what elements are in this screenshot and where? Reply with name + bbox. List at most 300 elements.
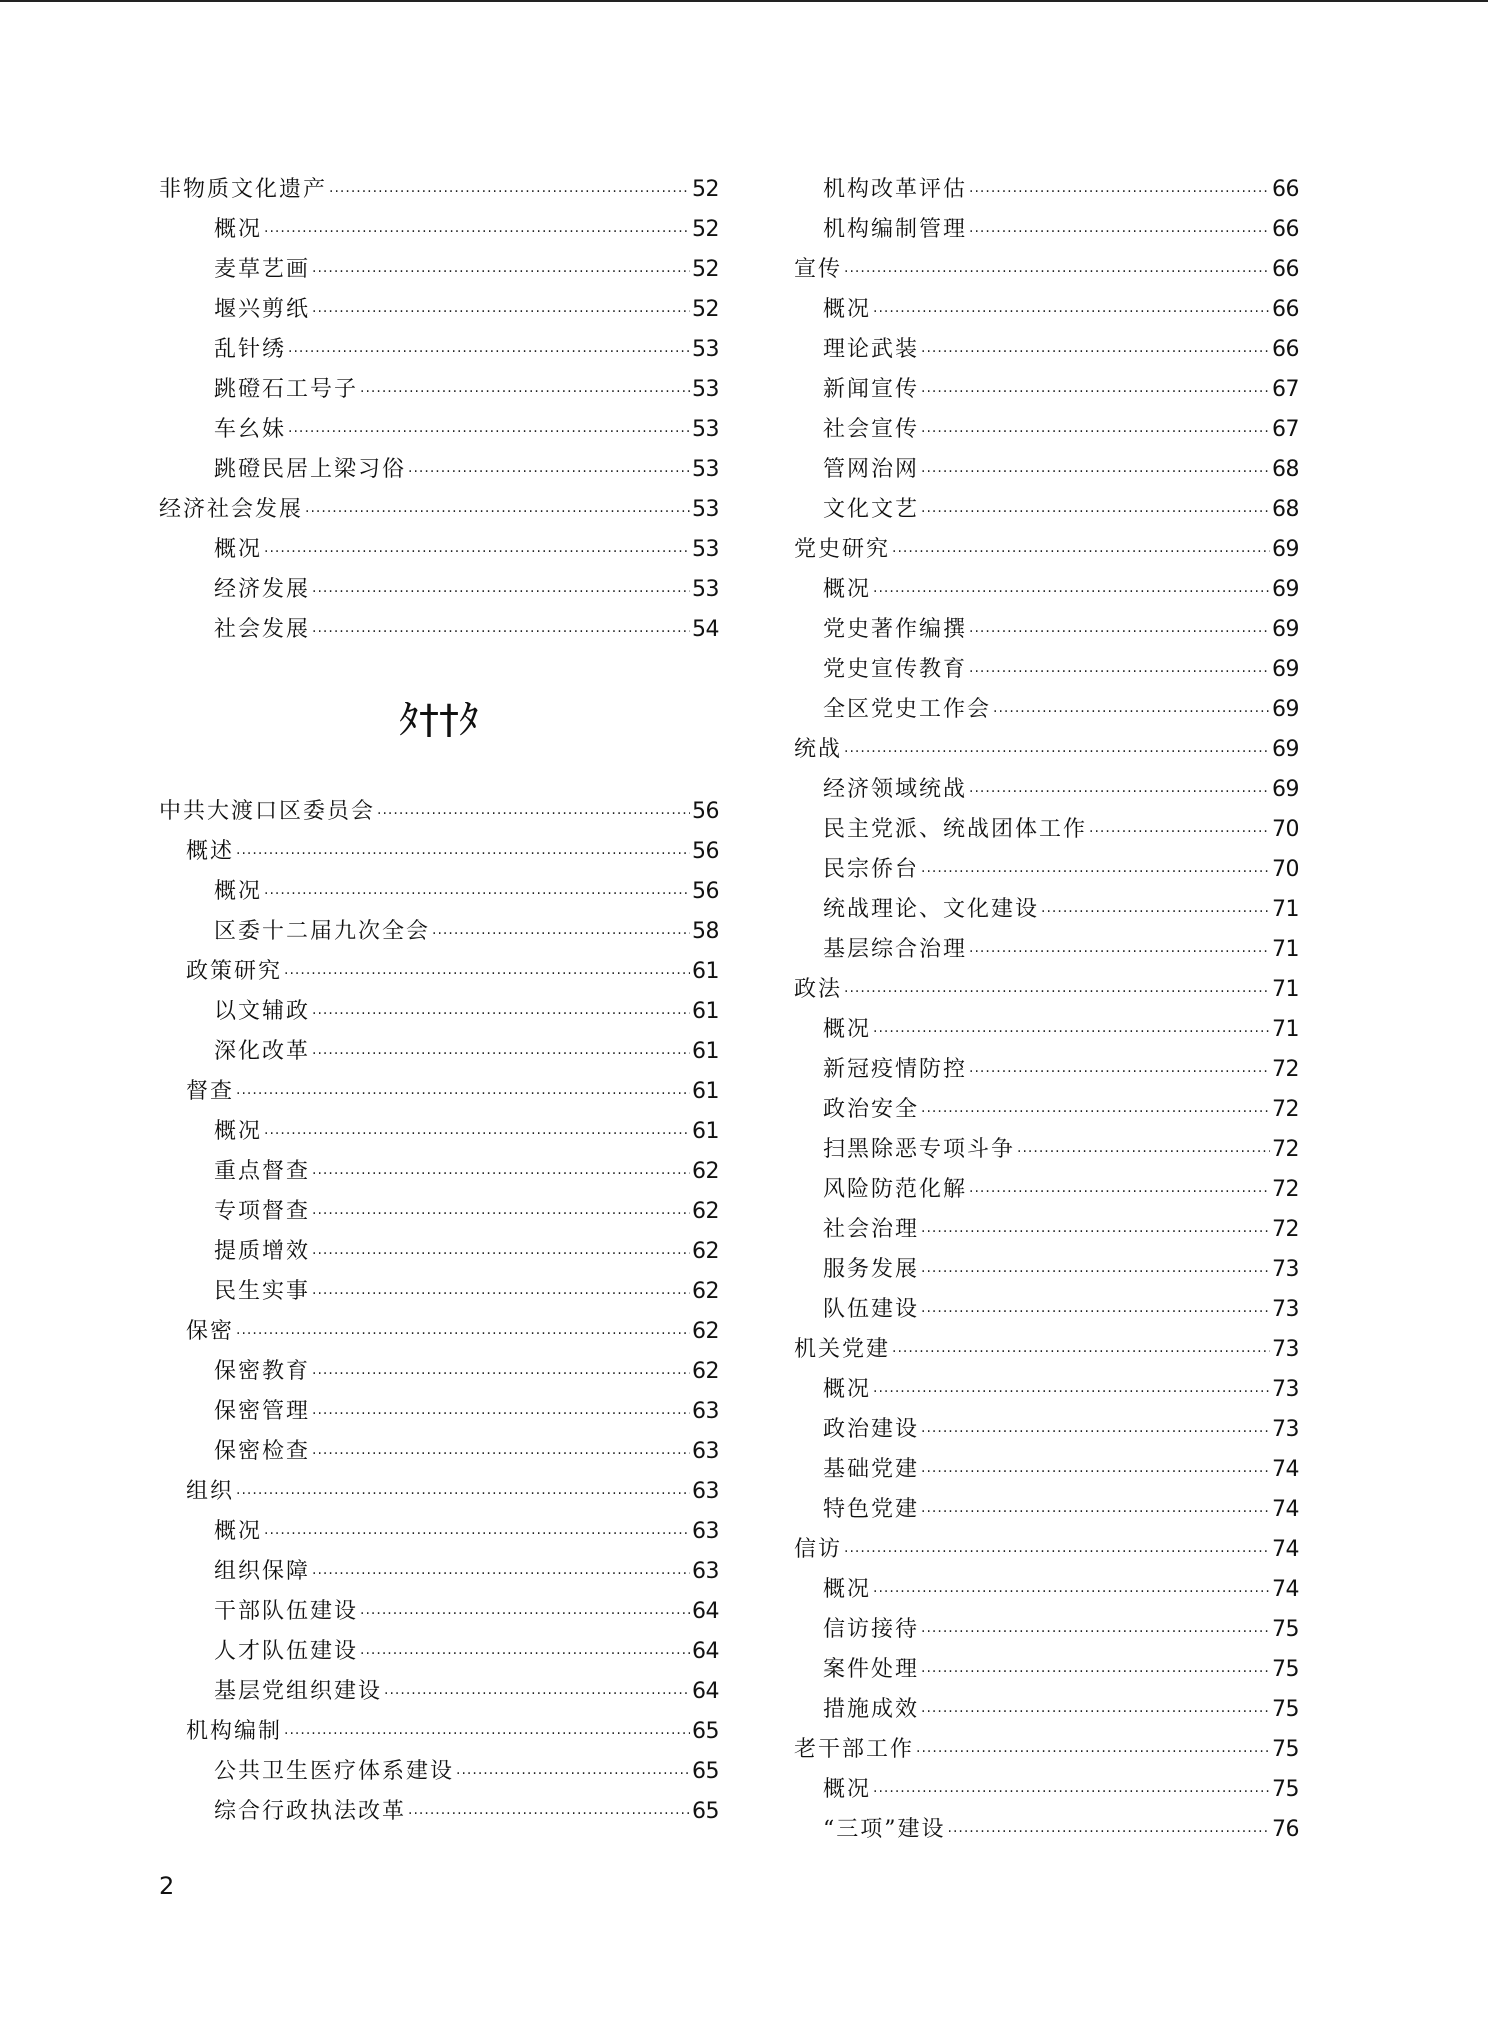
toc-entry-label: 堰兴剪纸: [214, 297, 311, 322]
toc-entry: [794, 1370, 1299, 1410]
toc-entry: [159, 1272, 719, 1312]
toc-entry-page: 70: [1272, 857, 1299, 882]
toc-entry-label: 社会宣传: [823, 417, 920, 442]
dot-leader: [312, 260, 690, 290]
toc-entry-page: 72: [1272, 1097, 1299, 1122]
dot-leader: [408, 460, 690, 490]
toc-entry-label: 综合行政执法改革: [214, 1799, 407, 1824]
toc-entry: [159, 570, 719, 610]
toc-entry-label: 经济发展: [214, 577, 311, 602]
toc-entry-label: 概况: [823, 1577, 872, 1602]
toc-entry-page: 53: [692, 577, 719, 602]
toc-entry-label: 组织: [186, 1479, 235, 1504]
toc-entry-page: 61: [692, 999, 719, 1024]
toc-left-top-column: [159, 170, 719, 650]
dot-leader: [969, 620, 1270, 650]
dot-leader: [921, 1220, 1270, 1250]
section-heading: ﾀ††ﾀ: [399, 697, 479, 743]
dot-leader: [921, 1500, 1270, 1530]
dot-leader: [1041, 900, 1270, 930]
toc-entry-page: 56: [692, 839, 719, 864]
dot-leader: [921, 1300, 1270, 1330]
dot-leader: [921, 1700, 1270, 1730]
toc-entry: [794, 1170, 1299, 1210]
dot-leader: [312, 580, 690, 610]
toc-entry-label: 社会治理: [823, 1217, 920, 1242]
toc-entry: [794, 1210, 1299, 1250]
dot-leader: [284, 962, 690, 992]
toc-entry-label: 老干部工作: [794, 1737, 915, 1762]
toc-entry: [794, 730, 1299, 770]
top-rule: [0, 0, 1488, 2]
toc-entry: [159, 1512, 719, 1552]
toc-entry: [794, 650, 1299, 690]
toc-entry: [159, 1192, 719, 1232]
toc-entry-label: 全区党史工作会: [823, 697, 992, 722]
toc-entry: [794, 850, 1299, 890]
toc-entry-page: 69: [1272, 777, 1299, 802]
dot-leader: [844, 980, 1270, 1010]
toc-entry: [794, 690, 1299, 730]
dot-leader: [305, 500, 690, 530]
dot-leader: [921, 380, 1270, 410]
toc-entry-page: 52: [692, 177, 719, 202]
dot-leader: [993, 700, 1270, 730]
toc-entry: [159, 992, 719, 1032]
toc-entry-label: 以文辅政: [214, 999, 311, 1024]
dot-leader: [264, 1122, 690, 1152]
dot-leader: [921, 500, 1270, 530]
toc-entry-page: 75: [1272, 1657, 1299, 1682]
toc-entry-page: 75: [1272, 1697, 1299, 1722]
toc-entry: [794, 1290, 1299, 1330]
toc-entry: [794, 1610, 1299, 1650]
toc-entry-label: 民主党派、统战团体工作: [823, 817, 1088, 842]
toc-entry-label: 新闻宣传: [823, 377, 920, 402]
toc-entry-label: 政策研究: [186, 959, 283, 984]
toc-entry-label: 跳磴石工号子: [214, 377, 359, 402]
toc-entry-label: 机关党建: [794, 1337, 891, 1362]
toc-entry-page: 61: [692, 1079, 719, 1104]
toc-entry-page: 64: [692, 1599, 719, 1624]
toc-entry-label: 统战: [794, 737, 843, 762]
toc-entry-page: 53: [692, 497, 719, 522]
toc-entry-label: 概况: [214, 879, 263, 904]
toc-entry-page: 52: [692, 217, 719, 242]
toc-entry-page: 74: [1272, 1497, 1299, 1522]
toc-entry: [159, 210, 719, 250]
dot-leader: [873, 1580, 1270, 1610]
toc-entry-page: 73: [1272, 1257, 1299, 1282]
dot-leader: [408, 1802, 690, 1832]
toc-entry-label: 车幺妹: [214, 417, 287, 442]
toc-entry: [159, 170, 719, 210]
toc-entry: [794, 810, 1299, 850]
dot-leader: [892, 1340, 1270, 1370]
toc-entry-page: 65: [692, 1759, 719, 1784]
toc-entry-label: 概况: [823, 577, 872, 602]
toc-entry-label: 风险防范化解: [823, 1177, 968, 1202]
toc-entry-label: 概况: [823, 1377, 872, 1402]
dot-leader: [288, 420, 690, 450]
dot-leader: [312, 620, 690, 650]
toc-entry: [794, 1650, 1299, 1690]
toc-entry-page: 53: [692, 457, 719, 482]
dot-leader: [312, 1562, 690, 1592]
toc-entry-label: 概况: [214, 537, 263, 562]
toc-entry: [159, 912, 719, 952]
toc-entry-page: 74: [1272, 1457, 1299, 1482]
toc-entry-label: 保密: [186, 1319, 235, 1344]
toc-entry: [794, 1090, 1299, 1130]
toc-entry-page: 75: [1272, 1777, 1299, 1802]
toc-entry-label: 社会发展: [214, 617, 311, 642]
dot-leader: [312, 1162, 690, 1192]
dot-leader: [312, 1282, 690, 1312]
toc-entry: [794, 970, 1299, 1010]
dot-leader: [1089, 820, 1270, 850]
dot-leader: [844, 260, 1270, 290]
toc-entry-label: 区委十二届九次全会: [214, 919, 431, 944]
dot-leader: [969, 180, 1270, 210]
toc-entry-page: 62: [692, 1279, 719, 1304]
dot-leader: [921, 1420, 1270, 1450]
toc-entry-label: 保密管理: [214, 1399, 311, 1424]
dot-leader: [844, 740, 1270, 770]
toc-entry-label: 管网治网: [823, 457, 920, 482]
toc-entry-label: 民生实事: [214, 1279, 311, 1304]
toc-entry-page: 76: [1272, 1817, 1299, 1842]
toc-entry-label: 服务发展: [823, 1257, 920, 1282]
dot-leader: [360, 1642, 690, 1672]
dot-leader: [969, 660, 1270, 690]
dot-leader: [948, 1820, 1271, 1850]
toc-entry-label: 基层综合治理: [823, 937, 968, 962]
toc-entry-page: 68: [1272, 457, 1299, 482]
toc-entry-page: 69: [1272, 737, 1299, 762]
toc-entry-page: 62: [692, 1359, 719, 1384]
toc-entry: [794, 1530, 1299, 1570]
toc-entry-label: 概况: [214, 217, 263, 242]
toc-entry: [794, 1250, 1299, 1290]
dot-leader: [360, 380, 690, 410]
toc-entry-label: 概述: [186, 839, 235, 864]
toc-entry-label: 政法: [794, 977, 843, 1002]
toc-entry-page: 63: [692, 1399, 719, 1424]
dot-leader: [384, 1682, 690, 1712]
toc-entry: [794, 610, 1299, 650]
toc-entry-label: 概况: [823, 1017, 872, 1042]
dot-leader: [916, 1740, 1270, 1770]
toc-entry: [159, 792, 719, 832]
dot-leader: [312, 1362, 690, 1392]
toc-entry: [794, 570, 1299, 610]
toc-entry: [159, 1432, 719, 1472]
toc-entry: [159, 330, 719, 370]
toc-entry-label: 非物质文化遗产: [159, 177, 328, 202]
dot-leader: [844, 1540, 1270, 1570]
toc-entry: [794, 1050, 1299, 1090]
toc-entry-label: 统战理论、文化建设: [823, 897, 1040, 922]
dot-leader: [284, 1722, 690, 1752]
toc-entry-page: 63: [692, 1559, 719, 1584]
toc-entry: [159, 610, 719, 650]
dot-leader: [312, 1002, 690, 1032]
toc-entry: [159, 1392, 719, 1432]
dot-leader: [264, 220, 690, 250]
toc-entry: [794, 1130, 1299, 1170]
toc-entry: [794, 250, 1299, 290]
dot-leader: [236, 1082, 690, 1112]
toc-entry-page: 66: [1272, 257, 1299, 282]
toc-entry-label: 文化文艺: [823, 497, 920, 522]
dot-leader: [921, 1100, 1270, 1130]
dot-leader: [312, 1202, 690, 1232]
toc-entry-page: 64: [692, 1679, 719, 1704]
toc-entry: [159, 1552, 719, 1592]
toc-entry-label: 干部队伍建设: [214, 1599, 359, 1624]
dot-leader: [921, 860, 1270, 890]
toc-entry-label: 特色党建: [823, 1497, 920, 1522]
toc-entry-label: 概况: [823, 297, 872, 322]
toc-entry-page: 52: [692, 257, 719, 282]
dot-leader: [236, 842, 690, 872]
toc-entry-page: 58: [692, 919, 719, 944]
toc-entry: [794, 1450, 1299, 1490]
dot-leader: [921, 1660, 1270, 1690]
dot-leader: [921, 1260, 1270, 1290]
toc-entry-label: 经济领域统战: [823, 777, 968, 802]
toc-entry: [159, 1352, 719, 1392]
toc-entry-page: 53: [692, 337, 719, 362]
dot-leader: [921, 1620, 1270, 1650]
dot-leader: [264, 1522, 690, 1552]
toc-entry: [159, 1152, 719, 1192]
toc-entry-page: 69: [1272, 577, 1299, 602]
dot-leader: [969, 220, 1270, 250]
toc-entry: [159, 832, 719, 872]
dot-leader: [921, 340, 1270, 370]
toc-entry-label: 新冠疫情防控: [823, 1057, 968, 1082]
toc-entry-page: 62: [692, 1159, 719, 1184]
toc-entry-page: 63: [692, 1439, 719, 1464]
toc-entry-label: 经济社会发展: [159, 497, 304, 522]
dot-leader: [432, 922, 690, 952]
toc-entry: [794, 890, 1299, 930]
toc-entry: [794, 330, 1299, 370]
toc-entry-page: 66: [1272, 337, 1299, 362]
toc-entry-label: 机构改革评估: [823, 177, 968, 202]
toc-entry-page: 63: [692, 1479, 719, 1504]
toc-entry-page: 56: [692, 879, 719, 904]
toc-entry-page: 71: [1272, 1017, 1299, 1042]
toc-entry-page: 62: [692, 1239, 719, 1264]
toc-entry: [159, 872, 719, 912]
toc-entry-page: 69: [1272, 657, 1299, 682]
toc-entry-label: 机构编制: [186, 1719, 283, 1744]
toc-entry-label: 督查: [186, 1079, 235, 1104]
dot-leader: [312, 1042, 690, 1072]
toc-entry: [159, 250, 719, 290]
toc-entry-label: 信访: [794, 1537, 843, 1562]
toc-entry: [794, 1770, 1299, 1810]
dot-leader: [456, 1762, 690, 1792]
toc-entry-page: 75: [1272, 1737, 1299, 1762]
toc-entry: [794, 450, 1299, 490]
toc-entry-label: 保密教育: [214, 1359, 311, 1384]
dot-leader: [969, 940, 1270, 970]
toc-entry-label: 党史研究: [794, 537, 891, 562]
toc-entry: [159, 1712, 719, 1752]
toc-entry-page: 69: [1272, 617, 1299, 642]
toc-entry: [159, 1232, 719, 1272]
toc-entry: [159, 1072, 719, 1112]
toc-entry-page: 66: [1272, 297, 1299, 322]
toc-entry: [794, 1490, 1299, 1530]
dot-leader: [288, 340, 690, 370]
dot-leader: [312, 1242, 690, 1272]
toc-entry-page: 66: [1272, 217, 1299, 242]
toc-entry-label: 公共卫生医疗体系建设: [214, 1759, 455, 1784]
toc-entry-page: 73: [1272, 1417, 1299, 1442]
toc-entry-page: 66: [1272, 177, 1299, 202]
toc-entry: [159, 410, 719, 450]
toc-entry: [794, 1330, 1299, 1370]
toc-entry: [159, 1672, 719, 1712]
dot-leader: [969, 780, 1270, 810]
toc-entry-page: 53: [692, 417, 719, 442]
toc-entry: [794, 210, 1299, 250]
dot-leader: [236, 1322, 690, 1352]
toc-left-bottom-column: [159, 792, 719, 1832]
toc-entry: [159, 450, 719, 490]
toc-entry: [794, 1810, 1299, 1850]
toc-entry: [159, 1312, 719, 1352]
toc-entry-label: 宣传: [794, 257, 843, 282]
toc-entry-page: 67: [1272, 417, 1299, 442]
dot-leader: [921, 1460, 1270, 1490]
toc-entry-label: 信访接待: [823, 1617, 920, 1642]
toc-entry: [159, 490, 719, 530]
toc-entry-page: 72: [1272, 1137, 1299, 1162]
dot-leader: [360, 1602, 690, 1632]
toc-entry-label: 专项督查: [214, 1199, 311, 1224]
toc-entry: [159, 1792, 719, 1832]
toc-entry-page: 75: [1272, 1617, 1299, 1642]
toc-entry-page: 62: [692, 1319, 719, 1344]
dot-leader: [873, 580, 1270, 610]
dot-leader: [312, 1442, 690, 1472]
toc-entry: [159, 952, 719, 992]
toc-entry: [159, 1472, 719, 1512]
toc-entry-page: 72: [1272, 1217, 1299, 1242]
toc-entry-page: 71: [1272, 897, 1299, 922]
toc-entry: [159, 370, 719, 410]
toc-entry-page: 65: [692, 1719, 719, 1744]
dot-leader: [377, 802, 690, 832]
toc-entry: [794, 1570, 1299, 1610]
dot-leader: [312, 1402, 690, 1432]
toc-entry: [794, 530, 1299, 570]
toc-entry-page: 53: [692, 537, 719, 562]
toc-entry-page: 52: [692, 297, 719, 322]
toc-entry-label: 政治安全: [823, 1097, 920, 1122]
toc-entry: [794, 490, 1299, 530]
toc-entry-label: 措施成效: [823, 1697, 920, 1722]
toc-entry: [794, 770, 1299, 810]
toc-entry-page: 62: [692, 1199, 719, 1224]
toc-entry-page: 71: [1272, 937, 1299, 962]
dot-leader: [873, 1780, 1270, 1810]
toc-entry-label: 提质增效: [214, 1239, 311, 1264]
toc-entry-label: 组织保障: [214, 1559, 311, 1584]
dot-leader: [921, 460, 1270, 490]
toc-entry-label: 民宗侨台: [823, 857, 920, 882]
toc-entry-page: 64: [692, 1639, 719, 1664]
dot-leader: [921, 420, 1270, 450]
toc-entry-page: 74: [1272, 1537, 1299, 1562]
toc-entry-label: 麦草艺画: [214, 257, 311, 282]
dot-leader: [873, 1020, 1270, 1050]
toc-entry-label: 基础党建: [823, 1457, 920, 1482]
toc-entry: [794, 290, 1299, 330]
toc-entry-page: 69: [1272, 537, 1299, 562]
toc-entry-label: 基层党组织建设: [214, 1679, 383, 1704]
toc-entry-label: 理论武装: [823, 337, 920, 362]
toc-entry-page: 73: [1272, 1337, 1299, 1362]
toc-entry-label: 概况: [214, 1519, 263, 1544]
toc-entry-label: “三项”建设: [823, 1817, 946, 1842]
toc-entry-label: 政治建设: [823, 1417, 920, 1442]
dot-leader: [329, 180, 690, 210]
dot-leader: [264, 540, 690, 570]
dot-leader: [969, 1180, 1270, 1210]
toc-entry-label: 保密检查: [214, 1439, 311, 1464]
toc-entry-page: 72: [1272, 1177, 1299, 1202]
toc-entry-page: 65: [692, 1799, 719, 1824]
toc-entry-page: 63: [692, 1519, 719, 1544]
dot-leader: [236, 1482, 690, 1512]
toc-entry: [794, 1690, 1299, 1730]
toc-entry-page: 53: [692, 377, 719, 402]
dot-leader: [873, 1380, 1270, 1410]
toc-entry-label: 乱针绣: [214, 337, 287, 362]
toc-entry-page: 72: [1272, 1057, 1299, 1082]
dot-leader: [873, 300, 1270, 330]
toc-entry: [794, 410, 1299, 450]
dot-leader: [892, 540, 1270, 570]
toc-entry-page: 67: [1272, 377, 1299, 402]
toc-entry-page: 68: [1272, 497, 1299, 522]
toc-entry: [159, 1632, 719, 1672]
toc-entry: [794, 1410, 1299, 1450]
toc-entry: [159, 1752, 719, 1792]
page-number: 2: [159, 1872, 175, 1900]
toc-entry-page: 71: [1272, 977, 1299, 1002]
toc-entry: [159, 1112, 719, 1152]
dot-leader: [312, 300, 690, 330]
toc-entry: [159, 530, 719, 570]
toc-entry-label: 案件处理: [823, 1657, 920, 1682]
dot-leader: [1017, 1140, 1270, 1170]
toc-entry-label: 党史著作编撰: [823, 617, 968, 642]
dot-leader: [969, 1060, 1270, 1090]
toc-entry-label: 机构编制管理: [823, 217, 968, 242]
toc-entry-label: 中共大渡口区委员会: [159, 799, 376, 824]
toc-entry: [159, 1592, 719, 1632]
toc-right-column: [794, 170, 1299, 1850]
toc-entry-page: 74: [1272, 1577, 1299, 1602]
